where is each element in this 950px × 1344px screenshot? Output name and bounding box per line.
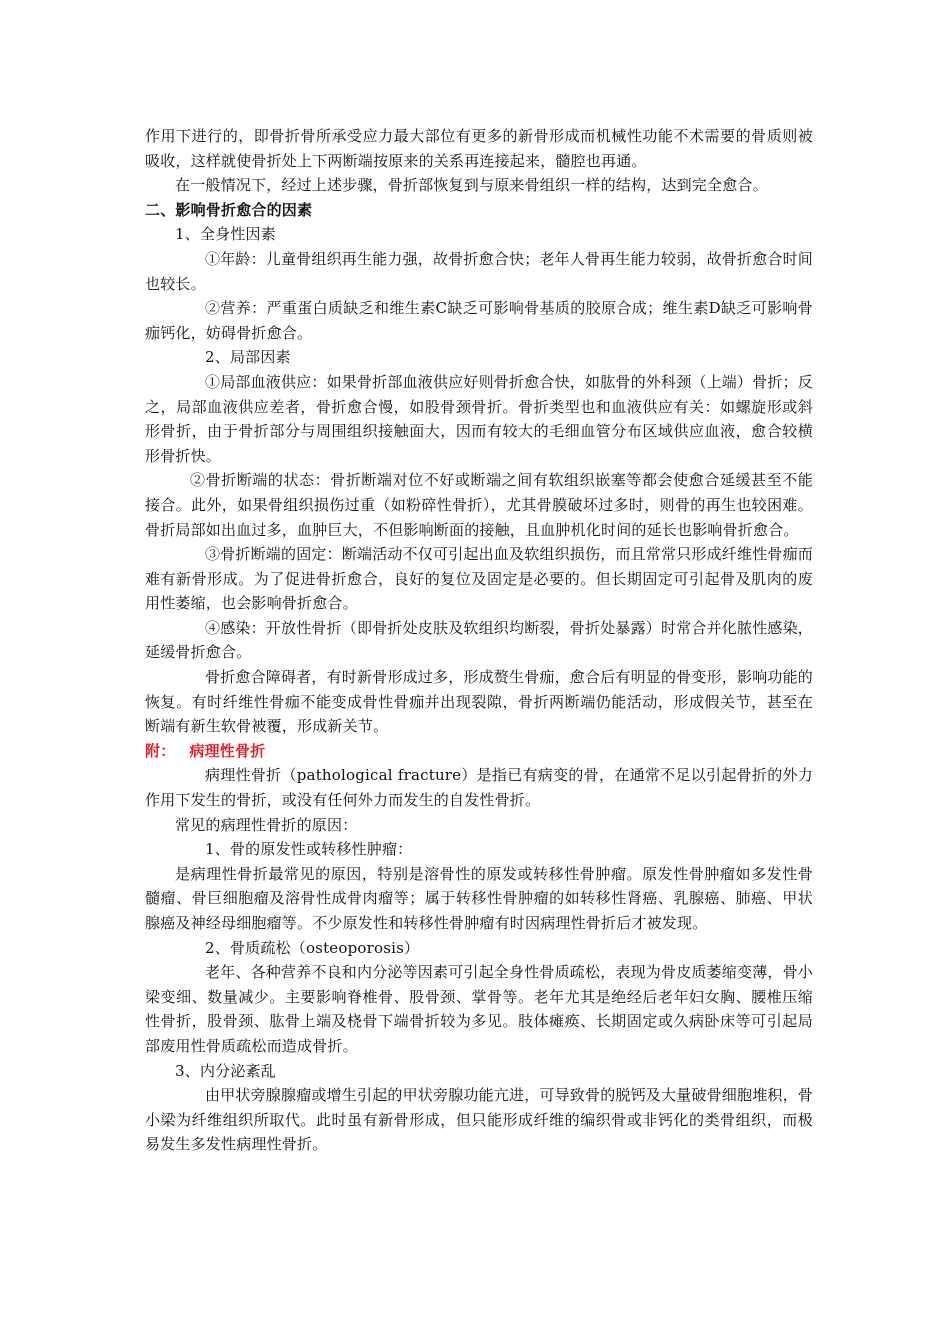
paragraph-nutrition: ②营养：严重蛋白质缺乏和维生素C缺乏可影响骨基质的胶原合成；维生素D缺乏可影响骨痂钙化，妨碍骨折愈合。 xyxy=(145,299,813,342)
paragraph-definition: 病理性骨折（pathological fracture）是指已有病变的骨，在通常不足以引起骨折的外力作用下发生的骨折，或没有任何外力而发生的自发性骨折。 xyxy=(145,766,813,810)
paragraph-age: ①年龄：儿童骨组织再生能力强，故骨折愈合快；老年人骨再生能力较弱，故骨折愈合时间也较长。 xyxy=(145,249,814,293)
appendix-title: 病理性骨折 xyxy=(189,741,266,760)
subheading-local-factors: 2、局部因素 xyxy=(205,348,291,367)
document-page xyxy=(145,124,813,1157)
paragraph-endocrine: 由甲状旁腺腺瘤或增生引起的甲状旁腺功能亢进，可导致骨的脱钙及大量破骨细胞堆积，骨小梁为纤维组织所取代。此时虽有新骨形成，但只能形成纤维的编织骨或非钙化的类骨组织，而极易发生多发性病理性骨折。 xyxy=(145,1086,814,1154)
subheading-systemic-factors: 1、全身性因素 xyxy=(175,225,276,244)
subheading-tumor: 1、骨的原发性或转移性肿瘤： xyxy=(205,840,413,859)
paragraph-continuation: 作用下进行的，即骨折骨所承受应力最大部位有更多的新骨形成而机械性功能不术需要的骨质则被吸收，这样就使骨折处上下两断端按原来的关系再连接起来，髓腔也再通。 xyxy=(145,127,813,170)
section-heading: 二、影响骨折愈合的因素 xyxy=(145,200,313,219)
appendix-heading xyxy=(145,739,813,764)
paragraph-causes-intro: 常见的病理性骨折的原因： xyxy=(175,815,358,834)
paragraph-fracture-ends: ②骨折断端的状态：骨折断端对位不好或断端之间有软组织嵌塞等都会使愈合延缓甚至不能接合。此外，如果骨组织损伤过重（如粉碎性骨折），尤其骨膜破坏过多时，则骨的再生也较困难。骨折局部如出血过多，血肿巨大，不但影响断面的接触，且血肿机化时间的延长也影响骨折愈合。 xyxy=(145,471,813,539)
paragraph-infection: ④感染：开放性骨折（即骨折处皮肤及软组织均断裂，骨折处暴露）时常合并化脓性感染，延缓骨折愈合。 xyxy=(145,618,814,662)
paragraph-healing-disorder: 骨折愈合障碍者，有时新骨形成过多，形成赘生骨痂，愈合后有明显的骨变形，影响功能的恢复。有时纤维性骨痂不能变成骨性骨痂并出现裂隙，骨折两断端仍能活动，形成假关节，甚至在断端有新生软骨被覆，形成新关节。 xyxy=(145,668,814,736)
paragraph-fixation: ③骨折断端的固定：断端活动不仅可引起出血及软组织损伤，而且常常只形成纤维性骨痂而难有新骨形成。为了促进骨折愈合，良好的复位及固定是必要的。但长期固定可引起骨及肌肉的废用性萎缩，也会影响骨折愈合。 xyxy=(145,545,814,613)
subheading-endocrine: 3、内分泌紊乱 xyxy=(175,1061,276,1080)
appendix-label: 附： xyxy=(145,741,176,760)
paragraph-tumor: 是病理性骨折最常见的原因，特别是溶骨性的原发或转移性骨肿瘤。原发性骨肿瘤如多发性骨髓瘤、骨巨细胞瘤及溶骨性成骨肉瘤等；属于转移性骨肿瘤的如转移性肾癌、乳腺癌、肺癌、甲状腺癌及神经母细胞瘤等。不少原发性和转移性骨肿瘤有时因病理性骨折后才被发现。 xyxy=(145,864,813,932)
subheading-osteoporosis: 2、骨质疏松（osteoporosis） xyxy=(205,938,420,957)
paragraph-complete-healing: 在一般情况下，经过上述步骤，骨折部恢复到与原来骨组织一样的结构，达到完全愈合。 xyxy=(175,176,768,195)
paragraph-blood-supply: ①局部血液供应：如果骨折部血液供应好则骨折愈合快，如肱骨的外科颈（上端）骨折；反之，局部血液供应差者，骨折愈合慢，如股骨颈骨折。骨折类型也和血液供应有关：如螺旋形或斜形骨折，由于骨折部分与周围组织接触面大，因而有较大的毛细血管分布区域供应血液，愈合较横形骨折快。 xyxy=(145,372,814,465)
paragraph-osteoporosis: 老年、各种营养不良和内分泌等因素可引起全身性骨质疏松，表现为骨皮质萎缩变薄，骨小梁变细、数量减少。主要影响脊椎骨、股骨颈、掌骨等。老年尤其是绝经后老年妇女胸、腰椎压缩性骨折，股骨颈、肱骨上端及桡骨下端骨折较为多见。肢体瘫痪、长期固定或久病卧床等可引起局部废用性骨质疏松而造成骨折。 xyxy=(145,963,814,1055)
